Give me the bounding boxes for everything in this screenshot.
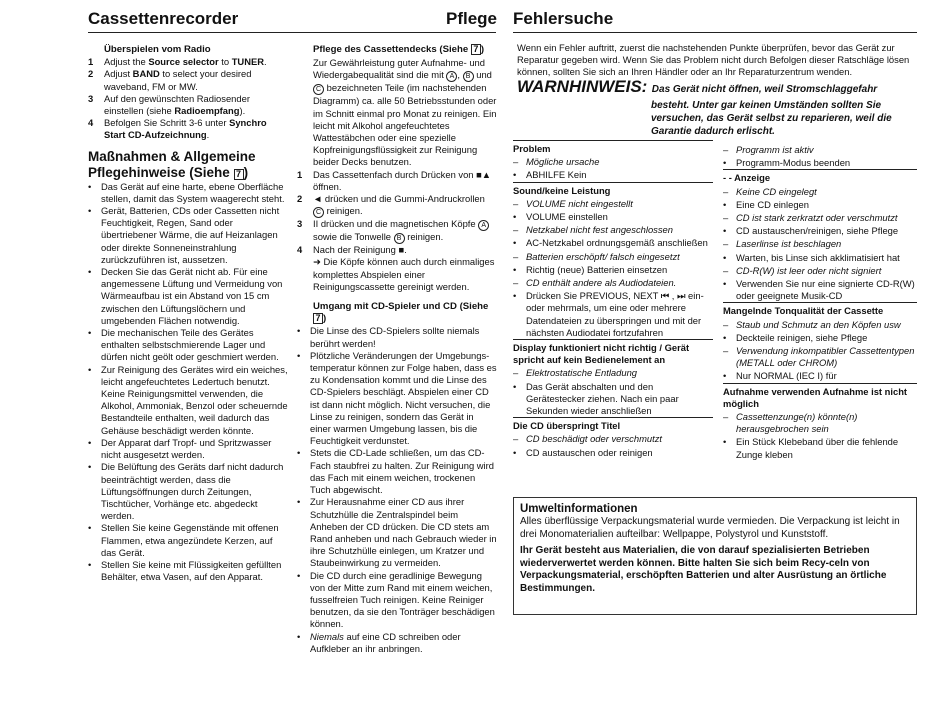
bullet-text: Stellen Sie keine Gegenstände mit offenen Flammen, etwa angezündete Kerzen, auf das Gerät. [101, 522, 279, 558]
step-text-part: Befolgen Sie Schritt 3-6 unter [104, 117, 230, 129]
remedy-line [723, 278, 917, 302]
line-marker: – [723, 185, 729, 197]
remedy-line [513, 211, 713, 223]
line-text: Warten, bis Linse sich akklimatisiert hat [736, 251, 900, 263]
care-bullet [88, 181, 288, 205]
line-marker: • [723, 225, 727, 237]
care-bullet [88, 559, 288, 583]
care-bullet [88, 437, 288, 461]
care-bullet [88, 522, 288, 559]
line-marker: • [723, 331, 727, 343]
step-text-part: to select your desired waveband, FM or MW. [104, 68, 252, 92]
environment-recycling: Ihr Gerät besteht aus Materialien, die von darauf spezialisierten Betrieben wiederverwertet werden können. Bitte halten Sie sich beim Recy-celn von Verpackungsmaterial, erschöpften Batterien und alter Ausrüstung an örtliche Bestimmungen. [520, 545, 887, 594]
cause-line [513, 433, 713, 445]
bullet-dot: • [88, 558, 92, 570]
line-marker: • [723, 157, 727, 169]
line-text: VOLUME einstellen [526, 211, 608, 223]
cause-line [723, 265, 917, 277]
bullet-dot: • [297, 569, 301, 581]
line-marker: • [513, 380, 517, 392]
line-marker: – [723, 144, 729, 155]
line-text: CD beschädigt oder verschmutzt [526, 433, 662, 445]
line-text: Cassettenzunge(n) könnte(n) herausgebrochen sein [736, 411, 858, 435]
cause-line [723, 212, 917, 224]
line-text: Laserlinse ist beschlagen [736, 238, 842, 250]
section-title-pflege: Pflege [446, 9, 498, 28]
line-marker: • [513, 237, 517, 249]
bullet-text: Zur Reinigung des Gerätes wird ein weiches, leicht angefeuchtetes Ledertuch benutzt. Keine Reinigungsmittel verwenden, die Alkohol, Ammoniak, Benzol oder scheuernde Bestandteile enthalten, weil dadurch das Gehäuse beschädigt werden könnte. [101, 363, 288, 436]
line-marker: – [723, 264, 729, 276]
section-title-fehlersuche: Fehlersuche [513, 9, 614, 28]
deck-heading: Pflege des Cassettendecks (Siehe 7 ) [313, 44, 485, 55]
remedy-line [513, 447, 713, 459]
remedy-line [513, 169, 713, 181]
remedy-line [723, 199, 917, 211]
environment-box [513, 497, 917, 615]
bullet-dot: • [297, 349, 301, 361]
bullet-dot: • [297, 447, 301, 459]
bullet-text: Decken Sie das Gerät nicht ab. Für eine angemessene Lüftung und Vermeidung von Wärmeaufbau ist ein Abstand von 15 cm zwischen den Lüftungslöchern und umgebenden Flächen notwendig. [101, 266, 283, 326]
line-marker: • [513, 263, 517, 275]
bullet-dot: • [88, 327, 92, 339]
column-pflege [297, 44, 497, 655]
line-marker: • [513, 211, 517, 223]
line-text: Programm-Modus beenden [736, 157, 851, 169]
line-text: CD austauschen oder reinigen [526, 446, 653, 458]
cd-bullet [297, 570, 497, 631]
deck-step-2: 2 ◄ drücken und die Gummi-Andruckrollen C reinigen. [297, 193, 485, 217]
care-bullet [88, 205, 288, 266]
line-text: Keine CD eingelegt [736, 185, 817, 197]
line-text: Richtig (neue) Batterien einsetzen [526, 263, 668, 275]
bullet-text: Die Belüftung des Geräts darf nicht dadurch beeinträchtigt werden, dass die Lüftungsöffnungen durch Zeitungen, Tischtücher, Vorhänge etc. abgedeckt werden. [101, 461, 284, 522]
trouble-heading: Problem [513, 140, 713, 155]
line-marker: • [723, 436, 727, 448]
bullet-text: Zur Herausnahme einer CD aus ihrer Schutzhülle die Zentralspindel beim Anheben der CD drücken. Die CD stets am Rand anheben und nach Gebrauch wieder in ihre Schutzhülle einlegen, um Kratzer und Staubeinwirkung zu vermeiden. [310, 496, 497, 569]
warning: WARNHINWEIS: Das Gerät nicht öffnen, weil Stromschlaggefahr [517, 77, 878, 96]
deck-intro: Zur Gewährleistung guter Aufnahme- und Wiedergabequalität sind die mit A , B und C bezeichneten Teile (im nachstehenden Diagramm) ca. alle 50 Betriebsstunden oder im Schnitt einmal pro Monat zu reinigen. Ein leicht mit Alkohol angefeuchtetes Wattestäbchen oder eine spezielle Kopfreinigungsflüssigkeit zur Reinigung beider Decks benutzen. [313, 57, 497, 168]
line-text: Deckteile reinigen, siehe Pflege [736, 331, 868, 343]
line-marker: – [723, 238, 729, 250]
cause-line [723, 238, 917, 250]
step-number: 2 [88, 68, 94, 80]
remedy-line [723, 157, 917, 169]
cause-line [723, 319, 917, 331]
line-marker: • [723, 251, 727, 263]
line-marker: • [723, 198, 727, 210]
line-text: Batterien erschöpft/ falsch eingesetzt [526, 250, 680, 262]
bullet-dot: • [88, 266, 92, 278]
step-number: 4 [88, 117, 94, 129]
cd-bullet [297, 447, 497, 496]
step-text [104, 93, 288, 117]
radio-step [88, 93, 288, 117]
cd-bullet [297, 325, 497, 349]
warning-text: besteht. Unter gar keinen Umständen sollten Sie versuchen, das Gerät selbst zu reparieren, weil die Garantie dadurch erlischt. [651, 100, 892, 137]
bullet-text: Stets die CD-Lade schließen, um das CD-Fach staubfrei zu halten. Zur Reinigung wird das Fach mit einem weichen, trockenen Tuch abgewischt. [310, 447, 494, 496]
step-bold: BAND [132, 68, 160, 80]
trouble-heading: Aufnahme verwenden Aufnahme ist nicht möglich [723, 383, 917, 410]
trouble-intro: Wenn ein Fehler auftritt, zuerst die nachstehenden Punkte überprüfen, bevor das Gerät zur Reparatur gegeben wird. Wenn Sie das Problem nicht durch Befolgen dieser Ratschläge lösen können, sollten Sie sich an Ihren Händler oder an Ihr Reparaturzentrum wenden. [517, 42, 910, 78]
radio-step [88, 68, 288, 92]
line-marker: • [513, 446, 517, 458]
step-text-part: . [264, 56, 267, 68]
cause-line [723, 411, 917, 435]
line-text: Mögliche ursache [526, 156, 600, 168]
cd-bullet [297, 350, 497, 448]
bullet-text: Die mechanischen Teile des Gerätes enthalten selbstschmierende Lager und dürfen nicht geölt oder geschmiert werden. [101, 327, 279, 363]
line-marker: – [513, 250, 519, 262]
line-text: CD-R(W) ist leer oder nicht signiert [736, 264, 882, 276]
bullet-text: Die Linse des CD-Spielers sollte niemals berührt werden! [310, 325, 480, 349]
step-text-part: Adjust [104, 68, 133, 80]
line-marker: • [513, 169, 517, 181]
bullet-text: Das Gerät auf eine harte, ebene Oberfläche stellen, damit das System waagerecht steht. [101, 180, 285, 204]
environment-text: Alles überflüssige Verpackungsmaterial wurde vermieden. Die Verpackung ist leicht in drei Monomaterialien aufteilbar: Wellpappe, Polystyrol und Kunststoff. [520, 516, 900, 540]
line-marker: – [513, 197, 519, 209]
cause-line [723, 186, 917, 198]
step-number: 3 [88, 92, 94, 104]
column-cassettenrecorder [88, 44, 288, 583]
line-text: Das Gerät abschalten und den Gerätestecker ziehen. Nach ein paar Sekunden wieder anschließen [526, 380, 679, 417]
bullet-text: Stellen Sie keine mit Flüssigkeiten gefüllten Behälter, etwa Vasen, auf den Apparat. [101, 558, 282, 583]
radio-heading: Überspielen vom Radio [104, 44, 211, 55]
remedy-line [723, 332, 917, 344]
trouble-heading: Mangelnde Tonqualität der Cassette [723, 302, 917, 317]
step-number: 1 [88, 56, 94, 68]
step-text [104, 117, 288, 141]
header-rule-right [513, 32, 917, 33]
care-bullet [88, 461, 288, 522]
line-text: Verwendung inkompatibler Cassettentypen (METALL oder CHROM) [736, 345, 915, 369]
trouble-heading: - - Anzeige [723, 169, 917, 184]
bullet-text: Der Apparat darf Tropf- und Spritzwasser nicht ausgesetzt werden. [101, 436, 272, 461]
bullet-dot: • [88, 461, 92, 473]
care-heading: Maßnahmen & Allgemeine Pflegehinweise (Siehe 7 ) [88, 148, 256, 180]
step-text-part: . [206, 129, 210, 141]
section-title-cassettenrecorder: Cassettenrecorder [88, 9, 239, 28]
line-text: Verwenden Sie nur eine signierte CD-R(W) oder geeignete Musik-CD [736, 278, 915, 302]
cause-line [513, 198, 713, 210]
bullet-dot: • [88, 205, 92, 217]
bullet-dot: • [88, 363, 92, 375]
bullet-text: Die CD durch eine geradlinige Bewegung von der Mitte zum Rand mit einem weichen, fusselfreien Tuch reinigen. Keine Reiniger benutzen, da sie den Tonträger beschädigen können. [310, 569, 495, 630]
line-marker: – [723, 212, 729, 224]
step-bold: Radioempfang [174, 105, 240, 117]
bullet-text: Gerät, Batterien, CDs oder Cassetten nicht Feuchtigkeit, Regen, Sand oder übertriebener Wärme, die auf Heizanlagen oder direkte Sonneneinstrahlung zurückzuführen ist, aussetzen. [101, 205, 280, 265]
line-text: Netzkabel nicht fest angeschlossen [526, 224, 673, 236]
line-marker: – [513, 224, 519, 236]
trouble-right-column [723, 143, 917, 461]
line-marker: – [723, 345, 729, 357]
line-text: CD austauschen/reinigen, siehe Pflege [736, 225, 899, 237]
line-text: ABHILFE Kein [526, 169, 587, 181]
line-text: Drücken Sie PREVIOUS, NEXT ⏮ , ⏭ ein- oder mehrmals, um eine oder mehrere Datendateien zu überspringen und mit der nächsten Audiodatei fortzufahren [526, 290, 704, 338]
bullet-text: Plötzliche Veränderungen der Umgebungs-temperatur können zur Folge haben, dass es zu Kondensation kommt und die Linse des CD-Spielers beschlägt. Abspielen einer CD ist dann nicht möglich. Nicht versuchen, die Linse zu reinigen, sondern das Gerät in einer warmen Umgebung lassen, bis die Feuchtigkeit verdunstet. [310, 349, 497, 447]
line-text: Elektrostatische Entladung [526, 367, 638, 379]
remedy-line [513, 264, 713, 276]
line-text: Staub und Schmutz an den Köpfen usw [736, 318, 901, 330]
line-text: CD enthält andere als Audiodateien. [526, 277, 677, 289]
line-marker: – [513, 367, 519, 379]
remedy-line [513, 381, 713, 418]
line-marker: • [723, 370, 727, 382]
step-text [104, 56, 288, 68]
trouble-heading: Display funktioniert nicht richtig / Gerät spricht auf kein Bedienelement an [513, 339, 713, 366]
remedy-line [513, 290, 713, 339]
remedy-line [723, 252, 917, 264]
line-text: AC-Netzkabel ordnungsgemäß anschließen [526, 237, 708, 249]
radio-step [88, 117, 288, 141]
remedy-line [513, 237, 713, 249]
line-text: VOLUME nicht eingestellt [526, 197, 633, 209]
step-text-part: ). [239, 105, 246, 117]
line-marker: – [513, 277, 519, 289]
line-marker: – [723, 318, 729, 330]
line-text: Programm ist aktiv [736, 144, 814, 155]
cause-line [513, 224, 713, 236]
line-marker: • [723, 278, 727, 290]
step-bold: TUNER [231, 56, 264, 68]
care-bullet [88, 327, 288, 364]
remedy-line [723, 436, 917, 460]
step-bold: Source selector [148, 56, 219, 68]
remedy-line [723, 370, 917, 382]
line-marker: • [513, 290, 517, 302]
cause-line [513, 251, 713, 263]
bullet-dot: • [88, 180, 92, 192]
trouble-heading: Sound/keine Leistung [513, 182, 713, 197]
radio-step [88, 56, 288, 68]
deck-step-1: 1 Das Cassettenfach durch Drücken von ■▲ öffnen. [297, 168, 492, 192]
header-rule-left [88, 32, 496, 33]
environment-title: Umweltinformationen [520, 503, 638, 515]
cd-bullet [297, 496, 497, 569]
line-text: Nur NORMAL (IEC I) für [736, 370, 837, 382]
cause-line [723, 144, 917, 156]
cd-heading: Umgang mit CD-Spieler und CD (Siehe 7 ) [313, 301, 489, 325]
deck-step-4: 4 Nach der Reinigung ■. ➜ Die Köpfe können auch durch einmaliges komplettes Abspielen einer Reinigungscassette gereinigt werden. [297, 244, 495, 292]
cause-line [513, 156, 713, 168]
deck-step-3: 3 II drücken und die magnetischen Köpfe A sowie die Tonwelle B reinigen. [297, 218, 497, 244]
step-bold: Synchro Start CD-Aufzeichnung [104, 117, 267, 141]
line-marker: – [513, 156, 519, 168]
cause-line [723, 345, 917, 369]
step-text-part: Auf den gewünschten Radiosender einstellen (siehe [104, 92, 250, 117]
line-text: Ein Stück Klebeband über die fehlende Zunge kleben [736, 436, 899, 460]
care-bullet [88, 364, 288, 437]
trouble-heading: Die CD überspringt Titel [513, 417, 713, 432]
cause-line [513, 277, 713, 289]
bullet-dot: • [297, 325, 301, 337]
step-text-part: to [218, 56, 232, 68]
bullet-dot: • [88, 522, 92, 534]
cd-bullet-last: • Niemals auf eine CD schreiben oder Aufkleber an ihr anbringen. [297, 630, 461, 654]
line-marker: – [723, 411, 729, 423]
remedy-line [723, 225, 917, 237]
line-text: CD ist stark zerkratzt oder verschmutzt [736, 212, 898, 224]
trouble-left-column [513, 140, 713, 459]
step-text [104, 68, 288, 92]
line-text: Eine CD einlegen [736, 198, 809, 210]
bullet-dot: • [88, 436, 92, 448]
cause-line [513, 367, 713, 379]
step-text-part: Adjust the [104, 56, 149, 68]
care-bullet [88, 266, 288, 327]
bullet-dot: • [297, 496, 301, 508]
figure-ref: 7 [234, 169, 244, 180]
line-marker: – [513, 433, 519, 445]
